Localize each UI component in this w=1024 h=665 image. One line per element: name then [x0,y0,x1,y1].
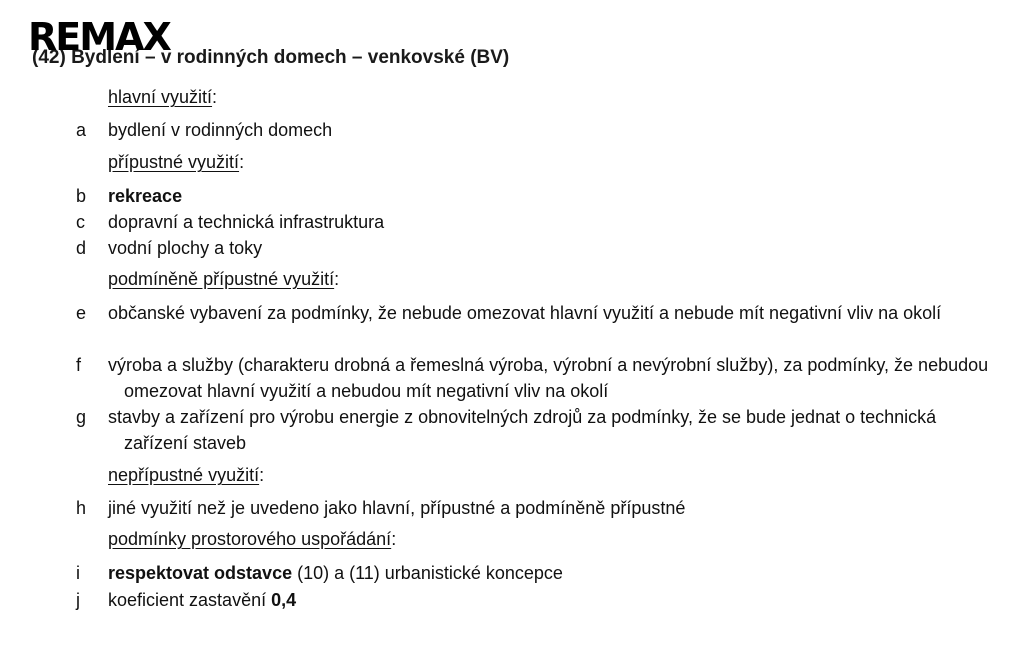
item-letter: h [76,498,87,518]
permitted-use-title-text: přípustné využití [108,152,240,172]
list-item-i [76,560,996,586]
list-item-g [76,404,996,456]
list-item-c [76,209,996,235]
prohibited-use-title [108,465,264,486]
spatial-conditions-title-colon: : [391,529,397,549]
item-text: občanské vybavení za podmínky, že nebude omezovat hlavní využití a nebude mít negativní vliv na okolí [108,303,942,323]
main-use-title-text: hlavní využití [108,87,213,107]
item-text: stavby a zařízení pro výrobu energie z obnovitelných zdrojů za podmínky, že se bude jednat o technická zařízení staveb [108,407,937,453]
list-item-b [76,183,996,209]
item-text: vodní plochy a toky [108,238,263,258]
coverage-coefficient-value: 0,4 [271,590,297,610]
section-heading: (42) Bydlení – v rodinných domech – venkovské (BV) [32,47,510,68]
list-item-h [76,495,996,521]
conditional-use-title-colon: : [334,269,340,289]
list-item-a [76,117,996,143]
conditional-use-title-text: podmíněně přípustné využití [108,269,335,289]
item-text-bold: respektovat odstavce [108,563,293,583]
item-text [108,560,996,586]
prohibited-use-title-text: nepřípustné využití [108,465,260,485]
item-letter: a [76,120,87,140]
item-letter: f [76,355,82,375]
item-text: rekreace [108,186,183,206]
item-text-rest: (10) a (11) urbanistické koncepce [292,563,563,583]
main-use-title-colon: : [212,87,218,107]
spatial-conditions-title [108,529,396,550]
list-item-j [76,587,996,613]
list-item-e [76,300,996,326]
item-letter: i [76,563,80,583]
item-letter: g [76,407,87,427]
main-use-title [108,87,217,108]
conditional-use-title [108,269,339,290]
permitted-use-title-colon: : [239,152,245,172]
permitted-use-title [108,152,244,173]
item-text [108,587,996,613]
item-letter: e [76,303,87,323]
item-letter: b [76,186,87,206]
item-letter: c [76,212,85,232]
remax-logo: REMAX [28,15,170,59]
item-letter: d [76,238,87,258]
list-item-f [76,352,996,404]
item-letter: j [76,590,80,610]
list-item-d [76,235,996,261]
prohibited-use-title-colon: : [259,465,265,485]
item-text: jiné využití než je uvedeno jako hlavní, přípustné a podmíněně přípustné [108,498,686,518]
item-text: bydlení v rodinných domech [108,120,333,140]
spatial-conditions-title-text: podmínky prostorového uspořádání [108,529,392,549]
item-text-label: koeficient zastavění [108,590,272,610]
item-text: výroba a služby (charakteru drobná a řemeslná výroba, výrobní a nevýrobní služby), za podmínky, že nebudou omezovat hlavní využití a nebudou mít negativní vliv na okolí [108,355,989,401]
item-text: dopravní a technická infrastruktura [108,212,385,232]
